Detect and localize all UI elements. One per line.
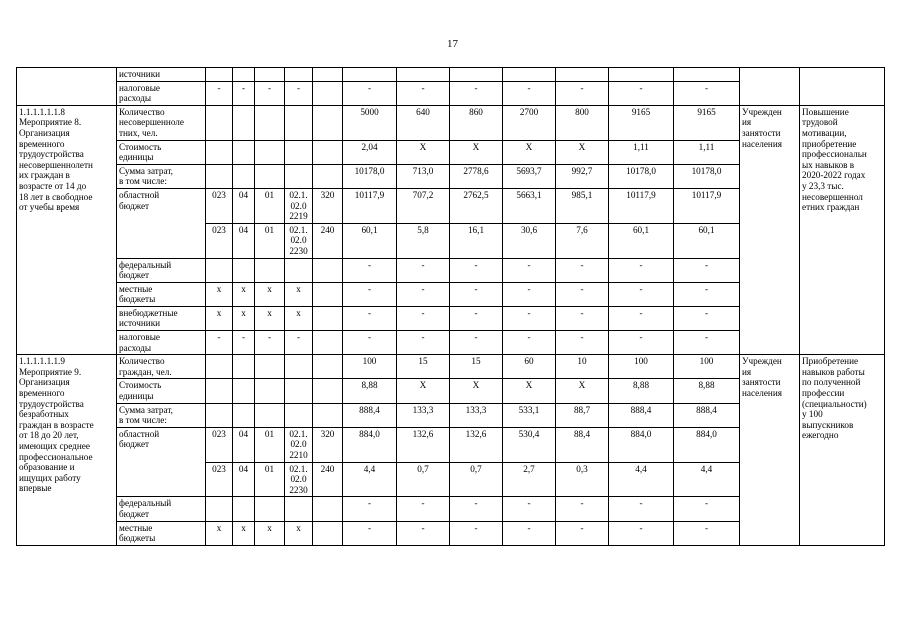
value-cell: -	[503, 81, 556, 105]
page-number: 17	[447, 38, 458, 50]
budget-code-cell	[313, 521, 343, 545]
value-cell: 2,04	[343, 140, 397, 164]
row-label: Сумма затрат, в том числе:	[117, 403, 206, 427]
budget-code-cell	[285, 403, 313, 427]
row-label: налоговые расходы	[117, 81, 206, 105]
value-cell: -	[674, 306, 740, 330]
value-cell: 100	[609, 355, 674, 379]
row-label: местные бюджеты	[117, 521, 206, 545]
value-cell: 5,8	[397, 223, 450, 258]
value-cell: -	[674, 81, 740, 105]
budget-code-cell: -	[233, 81, 255, 105]
value-cell	[343, 68, 397, 82]
value-cell: -	[397, 331, 450, 355]
value-cell: -	[343, 258, 397, 282]
value-cell: -	[609, 306, 674, 330]
value-cell: -	[450, 306, 503, 330]
value-cell: -	[343, 497, 397, 521]
budget-code-cell	[285, 355, 313, 379]
row-label: Сумма затрат, в том числе:	[117, 164, 206, 188]
budget-code-cell	[255, 379, 285, 403]
value-cell: 1,11	[609, 140, 674, 164]
budget-code-cell: -	[255, 81, 285, 105]
value-cell: X	[503, 140, 556, 164]
value-cell: 7,6	[556, 223, 609, 258]
budget-code-cell	[206, 497, 233, 521]
value-cell: 1,11	[674, 140, 740, 164]
budget-code-cell: 02.1. 02.0 2210	[285, 427, 313, 462]
budget-code-cell	[233, 497, 255, 521]
value-cell	[674, 68, 740, 82]
value-cell: -	[503, 258, 556, 282]
value-cell: -	[556, 81, 609, 105]
budget-code-cell	[233, 105, 255, 140]
budget-code-cell: 320	[313, 188, 343, 223]
budget-code-cell	[285, 497, 313, 521]
budget-code-cell	[255, 403, 285, 427]
value-cell: -	[397, 258, 450, 282]
budget-code-cell: x	[233, 306, 255, 330]
value-cell: -	[609, 497, 674, 521]
value-cell: 10117,9	[343, 188, 397, 223]
budget-code-cell	[206, 140, 233, 164]
value-cell: -	[503, 282, 556, 306]
value-cell: 2778,6	[450, 164, 503, 188]
value-cell: -	[397, 81, 450, 105]
value-cell: 5693,7	[503, 164, 556, 188]
value-cell: 0,7	[450, 462, 503, 497]
budget-code-cell: 04	[233, 188, 255, 223]
budget-code-cell	[313, 355, 343, 379]
budget-code-cell	[313, 497, 343, 521]
value-cell: 0,3	[556, 462, 609, 497]
value-cell: -	[503, 521, 556, 545]
value-cell: 888,4	[609, 403, 674, 427]
value-cell: -	[503, 497, 556, 521]
value-cell: 10	[556, 355, 609, 379]
row-label: областной бюджет	[117, 188, 206, 258]
budget-code-cell: 01	[255, 427, 285, 462]
value-cell: -	[343, 521, 397, 545]
budget-code-cell: 01	[255, 223, 285, 258]
budget-code-cell	[233, 403, 255, 427]
value-cell: 9165	[674, 105, 740, 140]
value-cell: -	[674, 282, 740, 306]
value-cell: -	[674, 331, 740, 355]
budget-code-cell	[233, 140, 255, 164]
budget-code-cell	[233, 379, 255, 403]
value-cell: 30,6	[503, 223, 556, 258]
result-cell: Повышение трудовой мотивации, приобретение профессиональн ых навыков в 2020-2022 годах у 23,3 тыс. несовершеннол етних граждан	[800, 105, 885, 354]
budget-code-cell: x	[255, 521, 285, 545]
row-label: федеральный бюджет	[117, 258, 206, 282]
budget-code-cell: 01	[255, 462, 285, 497]
code-cell	[17, 68, 117, 106]
value-cell: -	[556, 282, 609, 306]
budget-code-cell: 023	[206, 223, 233, 258]
value-cell: 15	[397, 355, 450, 379]
row-label: Стоимость единицы	[117, 379, 206, 403]
value-cell: 16,1	[450, 223, 503, 258]
measure-title: 1.1.1.1.1.1.9 Мероприятие 9. Организация временного трудоустройства безработных граждан в возрасте от 18 до 20 лет, имеющих среднее профессиональное образование и ищущих работу впервые	[17, 355, 117, 546]
value-cell	[503, 68, 556, 82]
value-cell: 2762,5	[450, 188, 503, 223]
value-cell: 800	[556, 105, 609, 140]
value-cell: 15	[450, 355, 503, 379]
budget-code-cell	[255, 105, 285, 140]
budget-code-cell: 02.1. 02.0 2230	[285, 462, 313, 497]
row-label: федеральный бюджет	[117, 497, 206, 521]
value-cell: 10178,0	[609, 164, 674, 188]
row-label: Стоимость единицы	[117, 140, 206, 164]
value-cell: 2700	[503, 105, 556, 140]
budget-code-cell	[313, 306, 343, 330]
result-cell: Приобретение навыков работы по полученной профессии (специальности) у 100 выпускников ежегодно	[800, 355, 885, 546]
value-cell: 133,3	[450, 403, 503, 427]
value-cell: -	[556, 497, 609, 521]
value-cell: -	[397, 521, 450, 545]
value-cell: 533,1	[503, 403, 556, 427]
budget-code-cell	[285, 164, 313, 188]
value-cell: 888,4	[674, 403, 740, 427]
value-cell: -	[556, 306, 609, 330]
value-cell: 9165	[609, 105, 674, 140]
budget-code-cell	[206, 105, 233, 140]
budget-code-cell	[206, 355, 233, 379]
value-cell: -	[450, 282, 503, 306]
budget-code-cell: 240	[313, 223, 343, 258]
value-cell: -	[343, 81, 397, 105]
budget-code-cell	[206, 68, 233, 82]
budget-code-cell: x	[255, 282, 285, 306]
value-cell: X	[503, 379, 556, 403]
budget-code-cell: x	[233, 282, 255, 306]
row-label: областной бюджет	[117, 427, 206, 497]
executor-cell: Учрежден ия занятости населения	[740, 105, 800, 354]
budget-code-cell: 320	[313, 427, 343, 462]
value-cell: 100	[674, 355, 740, 379]
value-cell: -	[397, 306, 450, 330]
value-cell: X	[397, 140, 450, 164]
budget-code-cell: 04	[233, 223, 255, 258]
budget-code-cell	[313, 403, 343, 427]
value-cell: 88,7	[556, 403, 609, 427]
value-cell: -	[450, 81, 503, 105]
value-cell: -	[450, 497, 503, 521]
value-cell: 884,0	[343, 427, 397, 462]
budget-code-cell	[313, 379, 343, 403]
value-cell: -	[609, 258, 674, 282]
value-cell: 60,1	[343, 223, 397, 258]
budget-code-cell: -	[206, 81, 233, 105]
budget-code-cell	[255, 68, 285, 82]
value-cell: 888,4	[343, 403, 397, 427]
row-label: источники	[117, 68, 206, 82]
budget-code-cell	[206, 258, 233, 282]
value-cell: -	[609, 282, 674, 306]
measure-title: 1.1.1.1.1.1.8 Мероприятие 8. Организация временного трудоустройства несовершеннолетн их граждан в возрасте от 14 до 18 лет в свободное от учебы время	[17, 105, 117, 354]
budget-code-cell	[285, 258, 313, 282]
value-cell: 60,1	[674, 223, 740, 258]
budget-code-cell	[313, 164, 343, 188]
value-cell: 707,2	[397, 188, 450, 223]
budget-code-cell	[313, 140, 343, 164]
value-cell: 60,1	[609, 223, 674, 258]
budget-code-cell: -	[233, 331, 255, 355]
budget-code-cell	[285, 105, 313, 140]
budget-code-cell: x	[285, 521, 313, 545]
budget-code-cell: -	[206, 331, 233, 355]
budget-code-cell: x	[233, 521, 255, 545]
value-cell: -	[397, 497, 450, 521]
row-label: местные бюджеты	[117, 282, 206, 306]
value-cell: 860	[450, 105, 503, 140]
budget-code-cell: 02.1. 02.0 2230	[285, 223, 313, 258]
value-cell: 100	[343, 355, 397, 379]
value-cell: 2,7	[503, 462, 556, 497]
value-cell: 640	[397, 105, 450, 140]
value-cell	[397, 68, 450, 82]
value-cell: 8,88	[343, 379, 397, 403]
value-cell: 5663,1	[503, 188, 556, 223]
value-cell: 985,1	[556, 188, 609, 223]
budget-code-cell	[233, 355, 255, 379]
value-cell: X	[556, 140, 609, 164]
row-label: внебюджетные источники	[117, 306, 206, 330]
table-row	[17, 355, 885, 379]
value-cell: 10117,9	[674, 188, 740, 223]
value-cell: -	[503, 306, 556, 330]
budget-code-cell: x	[206, 306, 233, 330]
budget-code-cell	[313, 258, 343, 282]
budget-code-cell: 04	[233, 427, 255, 462]
budget-code-cell: 04	[233, 462, 255, 497]
value-cell: 530,4	[503, 427, 556, 462]
table-row	[17, 105, 885, 140]
value-cell: -	[343, 282, 397, 306]
table-row	[17, 68, 885, 82]
executor-cell	[740, 68, 800, 106]
executor-cell: Учрежден ия занятости населения	[740, 355, 800, 546]
budget-code-cell: x	[255, 306, 285, 330]
budget-code-cell: -	[255, 331, 285, 355]
value-cell: 884,0	[674, 427, 740, 462]
budget-code-cell	[285, 379, 313, 403]
budget-code-cell	[313, 331, 343, 355]
value-cell: -	[609, 331, 674, 355]
value-cell: -	[674, 497, 740, 521]
budget-code-cell	[206, 403, 233, 427]
value-cell: -	[343, 331, 397, 355]
value-cell: -	[503, 331, 556, 355]
value-cell: -	[450, 258, 503, 282]
value-cell: -	[450, 331, 503, 355]
budget-code-cell: 01	[255, 188, 285, 223]
budget-code-cell: x	[206, 282, 233, 306]
budget-code-cell	[206, 164, 233, 188]
budget-code-cell: 023	[206, 427, 233, 462]
value-cell: 713,0	[397, 164, 450, 188]
row-label: налоговые расходы	[117, 331, 206, 355]
value-cell: 8,88	[674, 379, 740, 403]
program-activities-table	[16, 67, 885, 546]
result-cell	[800, 68, 885, 106]
value-cell	[450, 68, 503, 82]
budget-code-cell	[233, 68, 255, 82]
value-cell: 5000	[343, 105, 397, 140]
budget-code-cell	[255, 355, 285, 379]
value-cell: 884,0	[609, 427, 674, 462]
value-cell: X	[450, 140, 503, 164]
value-cell: 133,3	[397, 403, 450, 427]
value-cell: -	[556, 331, 609, 355]
budget-code-cell: 023	[206, 188, 233, 223]
budget-code-cell: x	[206, 521, 233, 545]
value-cell: 4,4	[674, 462, 740, 497]
budget-code-cell	[255, 140, 285, 164]
value-cell: 4,4	[343, 462, 397, 497]
value-cell: 132,6	[450, 427, 503, 462]
value-cell: 8,88	[609, 379, 674, 403]
budget-code-cell	[255, 258, 285, 282]
value-cell	[609, 68, 674, 82]
value-cell: 60	[503, 355, 556, 379]
budget-code-cell	[313, 105, 343, 140]
value-cell: 0,7	[397, 462, 450, 497]
budget-code-cell	[233, 164, 255, 188]
value-cell: 992,7	[556, 164, 609, 188]
value-cell: 10117,9	[609, 188, 674, 223]
value-cell: -	[674, 521, 740, 545]
value-cell: -	[343, 306, 397, 330]
value-cell: -	[609, 521, 674, 545]
budget-code-cell	[233, 258, 255, 282]
value-cell: -	[556, 258, 609, 282]
value-cell	[556, 68, 609, 82]
budget-code-cell	[255, 497, 285, 521]
budget-code-cell	[285, 68, 313, 82]
budget-code-cell: x	[285, 306, 313, 330]
budget-code-cell: -	[285, 81, 313, 105]
row-label: Количество граждан, чел.	[117, 355, 206, 379]
budget-code-cell: x	[285, 282, 313, 306]
value-cell: -	[397, 282, 450, 306]
budget-code-cell	[313, 282, 343, 306]
value-cell: 88,4	[556, 427, 609, 462]
budget-code-cell: 240	[313, 462, 343, 497]
value-cell: -	[450, 521, 503, 545]
value-cell: 10178,0	[674, 164, 740, 188]
row-label: Количество несовершенноле тних, чел.	[117, 105, 206, 140]
value-cell: -	[609, 81, 674, 105]
value-cell: X	[556, 379, 609, 403]
budget-code-cell: 023	[206, 462, 233, 497]
budget-code-cell: -	[285, 331, 313, 355]
value-cell: X	[450, 379, 503, 403]
budget-code-cell	[206, 379, 233, 403]
budget-code-cell	[313, 81, 343, 105]
value-cell: 132,6	[397, 427, 450, 462]
value-cell: -	[674, 258, 740, 282]
value-cell: -	[556, 521, 609, 545]
value-cell: 4,4	[609, 462, 674, 497]
budget-code-cell	[255, 164, 285, 188]
value-cell: 10178,0	[343, 164, 397, 188]
budget-code-cell	[285, 140, 313, 164]
budget-code-cell	[313, 68, 343, 82]
budget-code-cell: 02.1. 02.0 2219	[285, 188, 313, 223]
value-cell: X	[397, 379, 450, 403]
